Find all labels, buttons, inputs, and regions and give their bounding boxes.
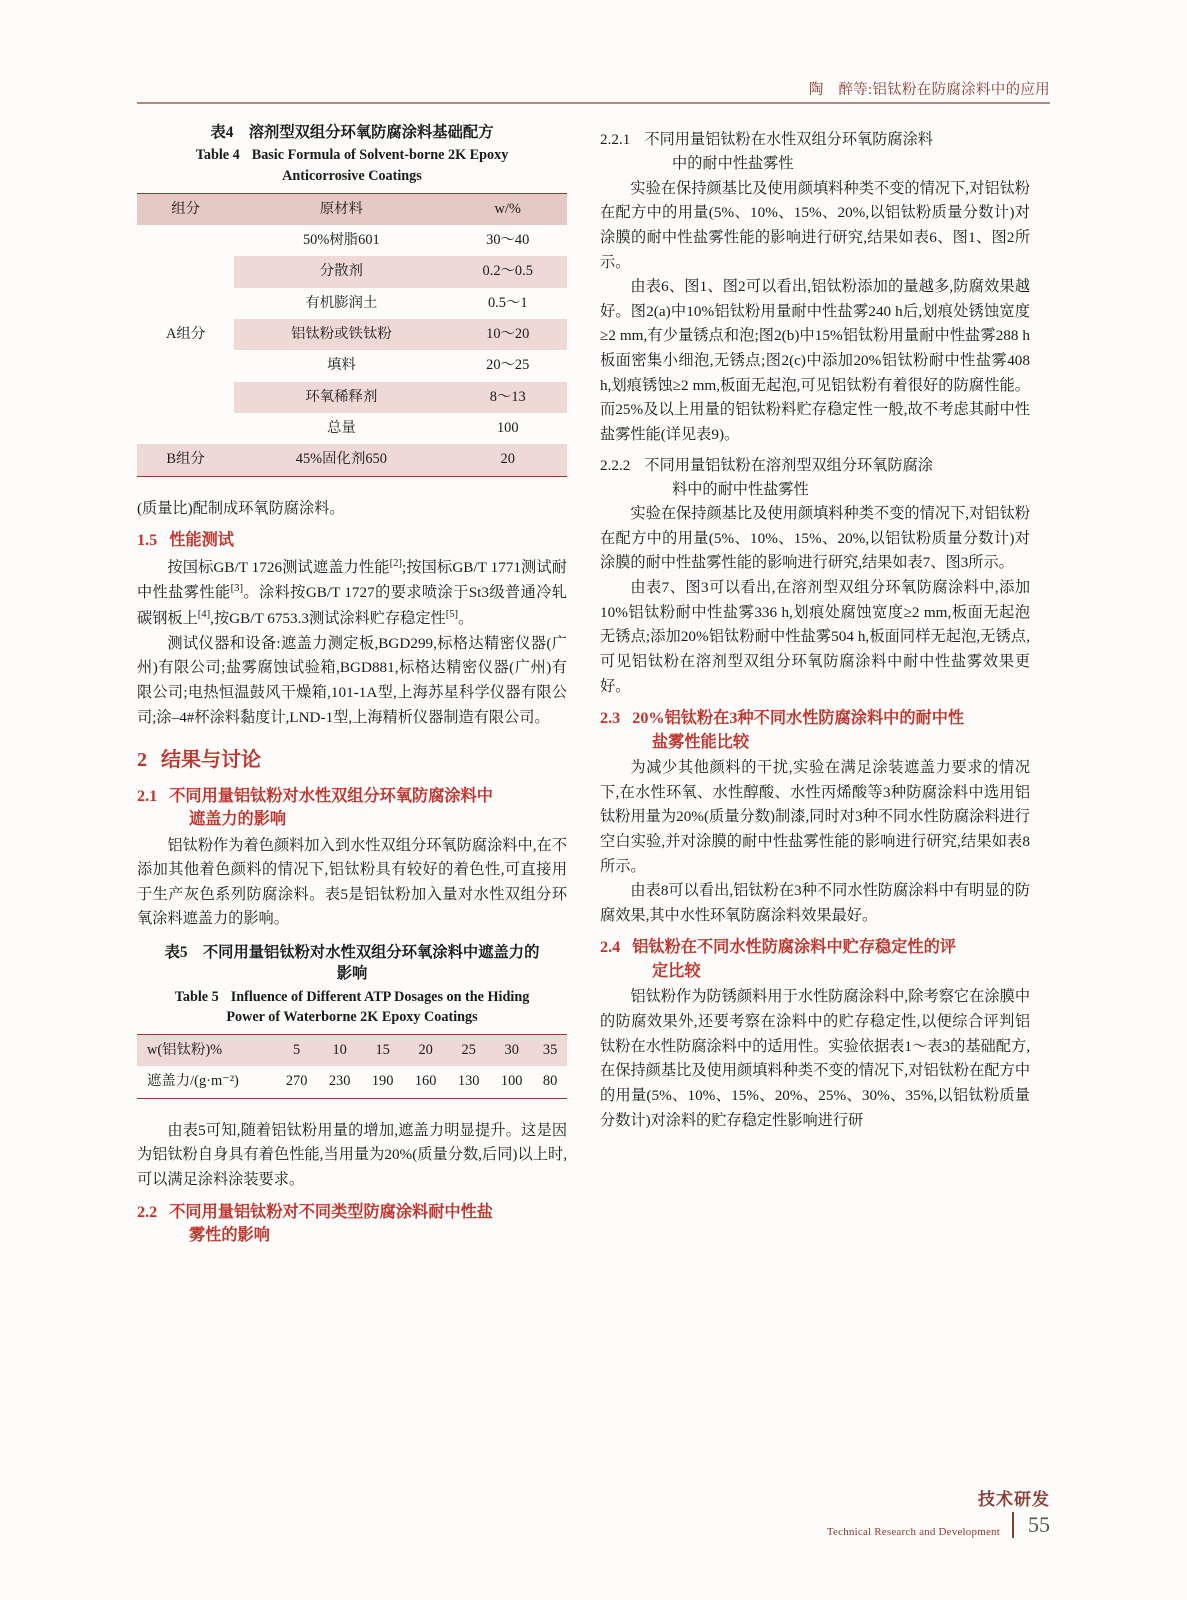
table-5-cell: 30	[490, 1035, 533, 1067]
table-5-block	[137, 942, 567, 1099]
heading-1-5-number: 1.5	[137, 531, 158, 550]
heading-2-2-2-line1: 不同用量铝钛粉在溶剂型双组分环氧防腐涂	[644, 456, 933, 474]
table-5-caption-cn-line1: 表5 不同用量铝钛粉对水性双组分环氧涂料中遮盖力的	[164, 944, 540, 962]
table-4-cell: 100	[496, 419, 519, 436]
heading-2-2-line2: 雾性的影响	[189, 1226, 270, 1245]
table-5-caption-cn-line2: 影响	[336, 965, 368, 983]
table-5-cell: 35	[533, 1035, 567, 1067]
table-4-cell: 铝钛粉或铁钛粉	[234, 319, 448, 350]
table-4-block	[137, 122, 567, 477]
table-5-title-en-line2: Power of Waterborne 2K Epoxy Coatings	[226, 1009, 478, 1026]
paragraph-2-1-1: 铝钛粉作为着色颜料加入到水性双组分环氧防腐涂料中,在不添加其他着色颜料的情况下,铝钛粉具有较好的着色性,可直接用于生产灰色系列防腐涂料。表5是铝钛粉加入量对水性双组分环氧涂料遮盖力的影响。	[137, 836, 567, 928]
header-divider	[137, 102, 1050, 104]
table-4-cell: 8～13	[448, 382, 567, 413]
paragraph-after-table4: (质量比)配制成环氧防腐涂料。	[137, 499, 345, 517]
heading-2-text: 结果与讨论	[161, 749, 261, 772]
table-4-cell: 45%固化剂650	[234, 444, 448, 476]
table-4-group-a: A组分	[166, 325, 206, 342]
heading-2-2-2-number: 2.2.2	[600, 456, 631, 474]
table-4-cell: 20～25	[486, 357, 530, 374]
table-5-row1-label: w(铝钛粉)%	[137, 1035, 275, 1067]
paragraph-2-3-2: 由表8可以看出,铝钛粉在3种不同水性防腐涂料中有明显的防腐效果,其中水性环氧防腐涂料效果最好。	[600, 882, 1030, 924]
heading-2-4-line1: 铝钛粉在不同水性防腐涂料中贮存稳定性的评	[632, 938, 956, 957]
table-5-row2-label: 遮盖力/(g·m⁻²)	[147, 1073, 239, 1090]
paragraph-2-2-1-2: 由表6、图1、图2可以看出,铝钛粉添加的量越多,防腐效果越好。图2(a)中10%铝钛粉用量耐中性盐雾240 h后,划痕处锈蚀宽度≥2 mm,有少量锈点和泡;图2(b)中15%铝钛粉用量耐中性盐雾288 h板面密集小细泡,无锈点;图2(c)中添加20%铝钛粉耐中性盐雾408 h,划痕锈蚀≥2 mm,板面无起泡,可见铝钛粉有着很好的防腐性能。而25%及以上用量的铝钛粉料贮存稳定性一般,故不考虑其耐中性盐雾性能(详见表9)。	[600, 278, 1030, 443]
table-5-caption-en	[137, 987, 567, 1028]
table-row	[137, 193, 567, 225]
running-head: 陶 醉等:铝钛粉在防腐涂料中的应用	[808, 82, 1050, 98]
table-5-cell: 230	[328, 1073, 351, 1090]
page-number: 55	[1028, 1512, 1050, 1537]
heading-1-5-text: 性能测试	[169, 531, 234, 550]
table-4-cell: 0.2～0.5	[448, 256, 567, 287]
heading-2-2-1-line1: 不同用量铝钛粉在水性双组分环氧防腐涂料	[644, 131, 933, 148]
table-row	[137, 444, 567, 476]
table-5-cell: 190	[371, 1073, 394, 1090]
paragraph-2-2-1-1: 实验在保持颜基比及使用颜填料种类不变的情况下,对铝钛粉在配方中的用量(5%、10%、15%、20%,以铝钛粉质量分数计)对涂膜的耐中性盐雾性能的影响进行研究,结果如表6、图1、图2所示。	[600, 179, 1030, 271]
left-column	[137, 122, 567, 1250]
paragraph-2-3-1: 为减少其他颜料的干扰,实验在满足涂装遮盖力要求的情况下,在水性环氧、水性醇酸、水性丙烯酸等3种防腐涂料中选用铝钛粉用量为20%(质量分数)制漆,同时对3种不同水性防腐涂料进行空白实验,并对涂膜的耐中性盐雾性能的影响进行研究,结果如表8所示。	[600, 759, 1030, 875]
heading-2-2-2-line2: 料中的耐中性盐雾性	[672, 480, 809, 498]
footer-divider	[1012, 1512, 1014, 1538]
table-4-caption-cn: 表4 溶剂型双组分环氧防腐涂料基础配方	[210, 124, 494, 141]
paragraph-1-5-2: 测试仪器和设备:遮盖力测定板,BGD299,标格达精密仪器(广州)有限公司;盐雾腐蚀试验箱,BGD881,标格达精密仪器(广州)有限公司;电热恒温鼓风干燥箱,101-1A型,上海苏星科学仪器有限公司;涂–4#杯涂料黏度计,LND-1型,上海精析仪器制造有限公司。	[137, 634, 567, 726]
table-row	[137, 225, 567, 256]
table-4-cell: 分散剂	[234, 256, 448, 287]
table-4-cell: 10～20	[448, 319, 567, 350]
heading-2-3-line2: 盐雾性能比较	[652, 732, 750, 751]
page-footer	[827, 1485, 1050, 1538]
heading-2-number: 2	[137, 749, 147, 772]
table-4-group-b: B组分	[137, 444, 234, 476]
table-4-cell: 环氧稀释剂	[234, 382, 448, 413]
table-5-caption-cn	[137, 942, 567, 985]
table-4-header-2: w/%	[448, 193, 567, 225]
paragraph-2-2-2-2: 由表7、图3可以看出,在溶剂型双组分环氧防腐涂料中,添加10%铝钛粉耐中性盐雾336 h,划痕处腐蚀宽度≥2 mm,板面无起泡无锈点;添加20%铝钛粉耐中性盐雾504 h,板面同样无起泡,无锈点,可见铝钛粉在溶剂型双组分环氧防腐涂料中耐中性盐雾效果更好。	[600, 579, 1030, 695]
table-5-cell: 270	[285, 1073, 308, 1090]
table-5-cell: 20	[404, 1035, 447, 1067]
table-5-cell: 130	[457, 1073, 480, 1090]
table-4-title-en-line1: Basic Formula of Solvent-borne 2K Epoxy	[251, 147, 509, 164]
heading-2-1-number: 2.1	[137, 786, 158, 805]
table-row	[137, 1066, 567, 1098]
heading-2-2	[137, 1201, 567, 1248]
table-4-label-en: Table 4	[195, 147, 240, 164]
heading-2-2-number: 2.2	[137, 1202, 158, 1221]
footer-section-cn: 技术研发	[978, 1490, 1050, 1509]
heading-2-3-number: 2.3	[600, 709, 621, 728]
heading-2	[137, 744, 567, 776]
heading-2-4-line2: 定比较	[652, 961, 701, 980]
table-5-cell: 10	[318, 1035, 361, 1067]
table-4-title-en-line2: Anticorrosive Coatings	[282, 168, 422, 184]
heading-2-1-line1: 不同用量铝钛粉对水性双组分环氧防腐涂料中	[169, 786, 493, 805]
table-5-cell: 100	[500, 1073, 523, 1090]
right-column	[600, 122, 1030, 1133]
paragraph-1-5-1: 按国标GB/T 1726测试遮盖力性能[2];按国标GB/T 1771测试耐中性盐雾性能[3]。涂料按GB/T 1727的要求喷涂于St3级普通冷轧碳钢板上[4],按GB/T 6753.3测试涂料贮存稳定性[5]。	[137, 557, 567, 628]
table-4-cell: 30～40	[486, 231, 530, 248]
heading-2-1-line2: 遮盖力的影响	[189, 810, 287, 829]
heading-2-4	[600, 936, 1030, 983]
table-4	[137, 193, 567, 477]
paragraph-2-4-1: 铝钛粉作为防锈颜料用于水性防腐涂料中,除考察它在涂膜中的防腐效果外,还要考察在涂料中的贮存稳定性,以便综合评判铝钛粉在水性防腐涂料中的适用性。实验依据表1～表3的基础配方,在保持颜基比及使用颜填料种类不变的情况下,对铝钛粉在配方中的用量(5%、10%、15%、20%、25%、30%、35%,以铝钛粉质量分数计)对涂料的贮存稳定性影响进行研	[600, 988, 1030, 1129]
heading-2-2-2	[600, 454, 1030, 503]
table-5-cell: 160	[414, 1073, 437, 1090]
heading-2-3-line1: 20%铝钛粉在3种不同水性防腐涂料中的耐中性	[632, 709, 965, 728]
heading-2-2-1-line2: 中的耐中性盐雾性	[672, 155, 794, 173]
heading-2-2-1-number: 2.2.1	[600, 131, 631, 148]
table-4-cell: 有机膨润土	[305, 294, 378, 311]
heading-2-3	[600, 707, 1030, 754]
table-5-cell: 80	[542, 1073, 558, 1090]
table-4-cell: 0.5～1	[487, 294, 528, 311]
heading-2-2-line1: 不同用量铝钛粉对不同类型防腐涂料耐中性盐	[169, 1202, 493, 1221]
table-5-cell: 25	[447, 1035, 490, 1067]
table-5-cell: 5	[275, 1035, 318, 1067]
table-4-header-1: 原材料	[234, 193, 448, 225]
heading-2-1	[137, 785, 567, 832]
heading-2-2-1	[600, 128, 1030, 177]
table-5-cell: 15	[361, 1035, 404, 1067]
heading-2-4-number: 2.4	[600, 938, 621, 957]
table-4-cell: 20	[448, 444, 567, 476]
table-4-cell: 50%树脂601	[302, 231, 380, 248]
table-5	[137, 1034, 567, 1099]
paragraph-2-2-2-1: 实验在保持颜基比及使用颜填料种类不变的情况下,对铝钛粉在配方中的用量(5%、10%、15%、20%,以铝钛粉质量分数计)对涂膜的耐中性盐雾性能的影响进行研究,结果如表7、图3所示。	[600, 505, 1030, 572]
paragraph-2-1-2: 由表5可知,随着铝钛粉用量的增加,遮盖力明显提升。这是因为铝钛粉自身具有着色性能,当用量为20%(质量分数,后同)以上时,可以满足涂料涂装要求。	[137, 1121, 567, 1188]
table-4-header-0: 组分	[137, 193, 234, 225]
table-row	[137, 1035, 567, 1067]
page-header	[137, 78, 1050, 106]
heading-1-5	[137, 529, 567, 552]
table-4-cell: 填料	[326, 357, 356, 374]
table-4-cell: 总量	[326, 419, 356, 436]
table-4-caption-en	[137, 145, 567, 186]
table-5-label-en: Table 5	[174, 988, 219, 1005]
footer-section-en: Technical Research and Development	[826, 1526, 1000, 1538]
table-5-title-en-line1: Influence of Different ATP Dosages on the Hiding	[230, 988, 530, 1005]
